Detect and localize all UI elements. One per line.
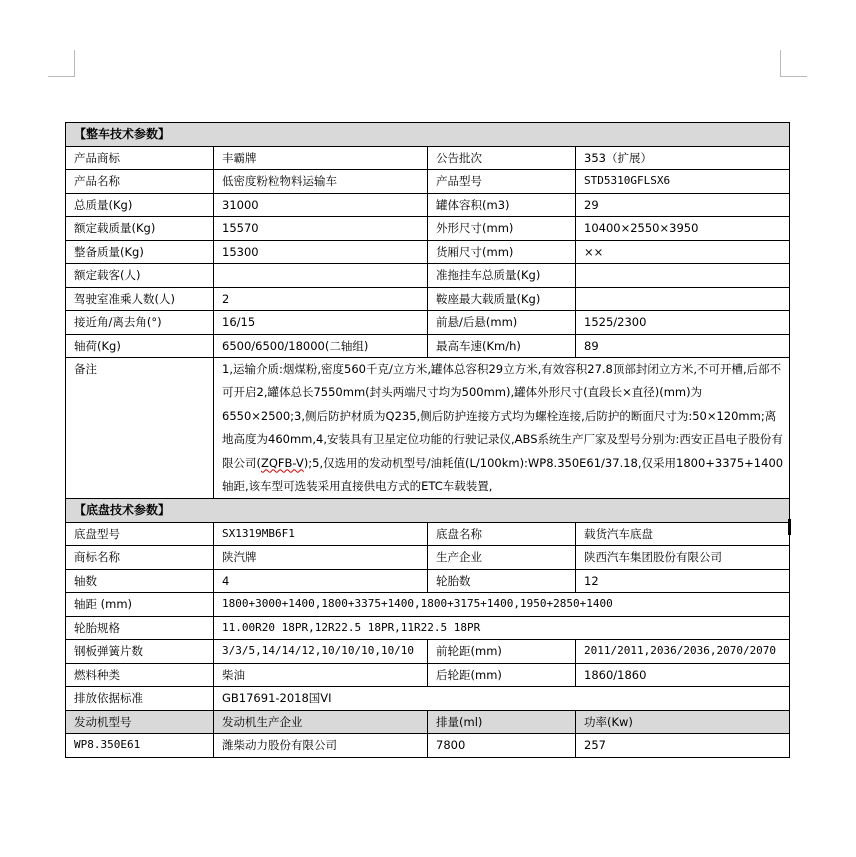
table-row bbox=[66, 616, 790, 640]
table-row bbox=[66, 334, 790, 358]
displacement-cell[interactable]: 7800 bbox=[428, 734, 576, 758]
label-cell: 轴荷(Kg) bbox=[66, 334, 214, 358]
label-cell: 罐体容积(m3) bbox=[428, 193, 576, 217]
remarks-text[interactable] bbox=[214, 358, 790, 499]
value-cell[interactable]: 6500/6500/18000(二轴组) bbox=[214, 334, 428, 358]
value-cell[interactable]: 12 bbox=[576, 569, 790, 593]
value-cell[interactable]: 2 bbox=[214, 287, 428, 311]
value-cell[interactable]: 低密度粉粒物料运输车 bbox=[214, 170, 428, 194]
engine-row bbox=[66, 734, 790, 758]
table-row bbox=[66, 170, 790, 194]
engine-header-row bbox=[66, 710, 790, 734]
label-cell: 驾驶室准乘人数(人) bbox=[66, 287, 214, 311]
table-row bbox=[66, 311, 790, 335]
engine-model-cell[interactable]: WP8.350E61 bbox=[66, 734, 214, 758]
value-cell[interactable]: 丰霸牌 bbox=[214, 146, 428, 170]
engine-maker-cell[interactable]: 潍柴动力股份有限公司 bbox=[214, 734, 428, 758]
label-cell: 产品商标 bbox=[66, 146, 214, 170]
column-header: 排量(ml) bbox=[428, 710, 576, 734]
table-edge-marker bbox=[788, 519, 791, 535]
label-cell: 生产企业 bbox=[428, 546, 576, 570]
label-cell: 公告批次 bbox=[428, 146, 576, 170]
value-cell[interactable]: 1800+3000+1400,1800+3375+1400,1800+3175+1400,1950+2850+1400 bbox=[214, 593, 790, 617]
page-corner-mark-top-right bbox=[780, 50, 807, 77]
label-cell: 鞍座最大载质量(Kg) bbox=[428, 287, 576, 311]
label-cell: 额定载质量(Kg) bbox=[66, 217, 214, 241]
column-header: 功率(Kw) bbox=[576, 710, 790, 734]
value-cell[interactable]: 2011/2011,2036/2036,2070/2070 bbox=[576, 640, 790, 664]
label-cell: 前悬/后悬(mm) bbox=[428, 311, 576, 335]
table-row bbox=[66, 663, 790, 687]
label-cell: 轴数 bbox=[66, 569, 214, 593]
value-cell[interactable]: 1525/2300 bbox=[576, 311, 790, 335]
label-cell: 底盘型号 bbox=[66, 522, 214, 546]
value-cell[interactable]: 4 bbox=[214, 569, 428, 593]
chassis-section-title: 【底盘技术参数】 bbox=[66, 499, 790, 523]
label-cell: 轮胎数 bbox=[428, 569, 576, 593]
remarks-label: 备注 bbox=[66, 358, 214, 499]
table-row bbox=[66, 546, 790, 570]
label-cell: 排放依据标准 bbox=[66, 687, 214, 711]
label-cell: 轮胎规格 bbox=[66, 616, 214, 640]
table-row bbox=[66, 522, 790, 546]
chassis-section-header bbox=[66, 499, 790, 523]
vehicle-section-title: 【整车技术参数】 bbox=[66, 123, 790, 147]
value-cell[interactable]: 10400×2550×3950 bbox=[576, 217, 790, 241]
table-row bbox=[66, 569, 790, 593]
value-cell[interactable] bbox=[576, 287, 790, 311]
remarks-text-part: );5,仅选用的发动机型号/油耗值(L/100km):WP8.350E61/37.18,仅采用1800+3375+1400轴距,该车型可选装采用直接供电方式的ETC车载装置, bbox=[222, 455, 784, 494]
label-cell: 货厢尺寸(mm) bbox=[428, 240, 576, 264]
value-cell[interactable]: STD5310GFLSX6 bbox=[576, 170, 790, 194]
value-cell[interactable]: 31000 bbox=[214, 193, 428, 217]
label-cell: 最高车速(Km/h) bbox=[428, 334, 576, 358]
page-corner-mark-top-left bbox=[48, 50, 75, 77]
label-cell: 钢板弹簧片数 bbox=[66, 640, 214, 664]
spellcheck-flagged-text[interactable]: ZQFB-V bbox=[261, 455, 304, 470]
value-cell[interactable]: 29 bbox=[576, 193, 790, 217]
table-row bbox=[66, 240, 790, 264]
value-cell[interactable]: 载货汽车底盘 bbox=[576, 522, 790, 546]
label-cell: 产品型号 bbox=[428, 170, 576, 194]
value-cell[interactable]: ×× bbox=[576, 240, 790, 264]
table-row bbox=[66, 146, 790, 170]
value-cell[interactable]: 柴油 bbox=[214, 663, 428, 687]
column-header: 发动机生产企业 bbox=[214, 710, 428, 734]
table-row bbox=[66, 593, 790, 617]
label-cell: 前轮距(mm) bbox=[428, 640, 576, 664]
value-cell[interactable]: 353（扩展） bbox=[576, 146, 790, 170]
value-cell[interactable]: 16/15 bbox=[214, 311, 428, 335]
value-cell[interactable] bbox=[576, 264, 790, 288]
table-row bbox=[66, 287, 790, 311]
vehicle-section-header bbox=[66, 123, 790, 147]
value-cell[interactable]: 陕汽牌 bbox=[214, 546, 428, 570]
table-row bbox=[66, 193, 790, 217]
table-row bbox=[66, 687, 790, 711]
value-cell[interactable]: 陕西汽车集团股份有限公司 bbox=[576, 546, 790, 570]
remarks-text-part: 1,运输介质:烟煤粉,密度560千克/立方米,罐体总容积29立方米,有效容积27.8顶部封闭立方米,不可开槽,后部不可开启2,罐体总长7550mm(封头两端尺寸均为500mm),罐体外形尺寸(直段长×直径)(mm)为6550×2500;3,侧后防护材质为Q235,侧后防护连接方式均为螺栓连接,后防护的断面尺寸为:50×120mm;离地高度为460mm,4,安装具有卫星定位功能的行驶记录仪,ABS系统生产厂家及型号分别为:西安正昌电子股份有限公司( bbox=[222, 362, 783, 470]
label-cell: 后轮距(mm) bbox=[428, 663, 576, 687]
label-cell: 燃料种类 bbox=[66, 663, 214, 687]
label-cell: 商标名称 bbox=[66, 546, 214, 570]
value-cell[interactable]: 15300 bbox=[214, 240, 428, 264]
value-cell[interactable]: 89 bbox=[576, 334, 790, 358]
label-cell: 额定载客(人) bbox=[66, 264, 214, 288]
table-row bbox=[66, 217, 790, 241]
value-cell[interactable] bbox=[214, 264, 428, 288]
power-cell[interactable]: 257 bbox=[576, 734, 790, 758]
table-row bbox=[66, 640, 790, 664]
value-cell[interactable]: SX1319MB6F1 bbox=[214, 522, 428, 546]
label-cell: 底盘名称 bbox=[428, 522, 576, 546]
value-cell[interactable]: 15570 bbox=[214, 217, 428, 241]
remarks-row bbox=[66, 358, 790, 499]
label-cell: 外形尺寸(mm) bbox=[428, 217, 576, 241]
label-cell: 接近角/离去角(°) bbox=[66, 311, 214, 335]
spec-table bbox=[65, 122, 790, 758]
value-cell[interactable]: 3/3/5,14/14/12,10/10/10,10/10 bbox=[214, 640, 428, 664]
label-cell: 轴距 (mm) bbox=[66, 593, 214, 617]
table-row bbox=[66, 264, 790, 288]
column-header: 发动机型号 bbox=[66, 710, 214, 734]
value-cell[interactable]: 1860/1860 bbox=[576, 663, 790, 687]
label-cell: 产品名称 bbox=[66, 170, 214, 194]
value-cell[interactable]: GB17691-2018国VI bbox=[214, 687, 790, 711]
label-cell: 准拖挂车总质量(Kg) bbox=[428, 264, 576, 288]
label-cell: 整备质量(Kg) bbox=[66, 240, 214, 264]
value-cell[interactable]: 11.00R20 18PR,12R22.5 18PR,11R22.5 18PR bbox=[214, 616, 790, 640]
label-cell: 总质量(Kg) bbox=[66, 193, 214, 217]
